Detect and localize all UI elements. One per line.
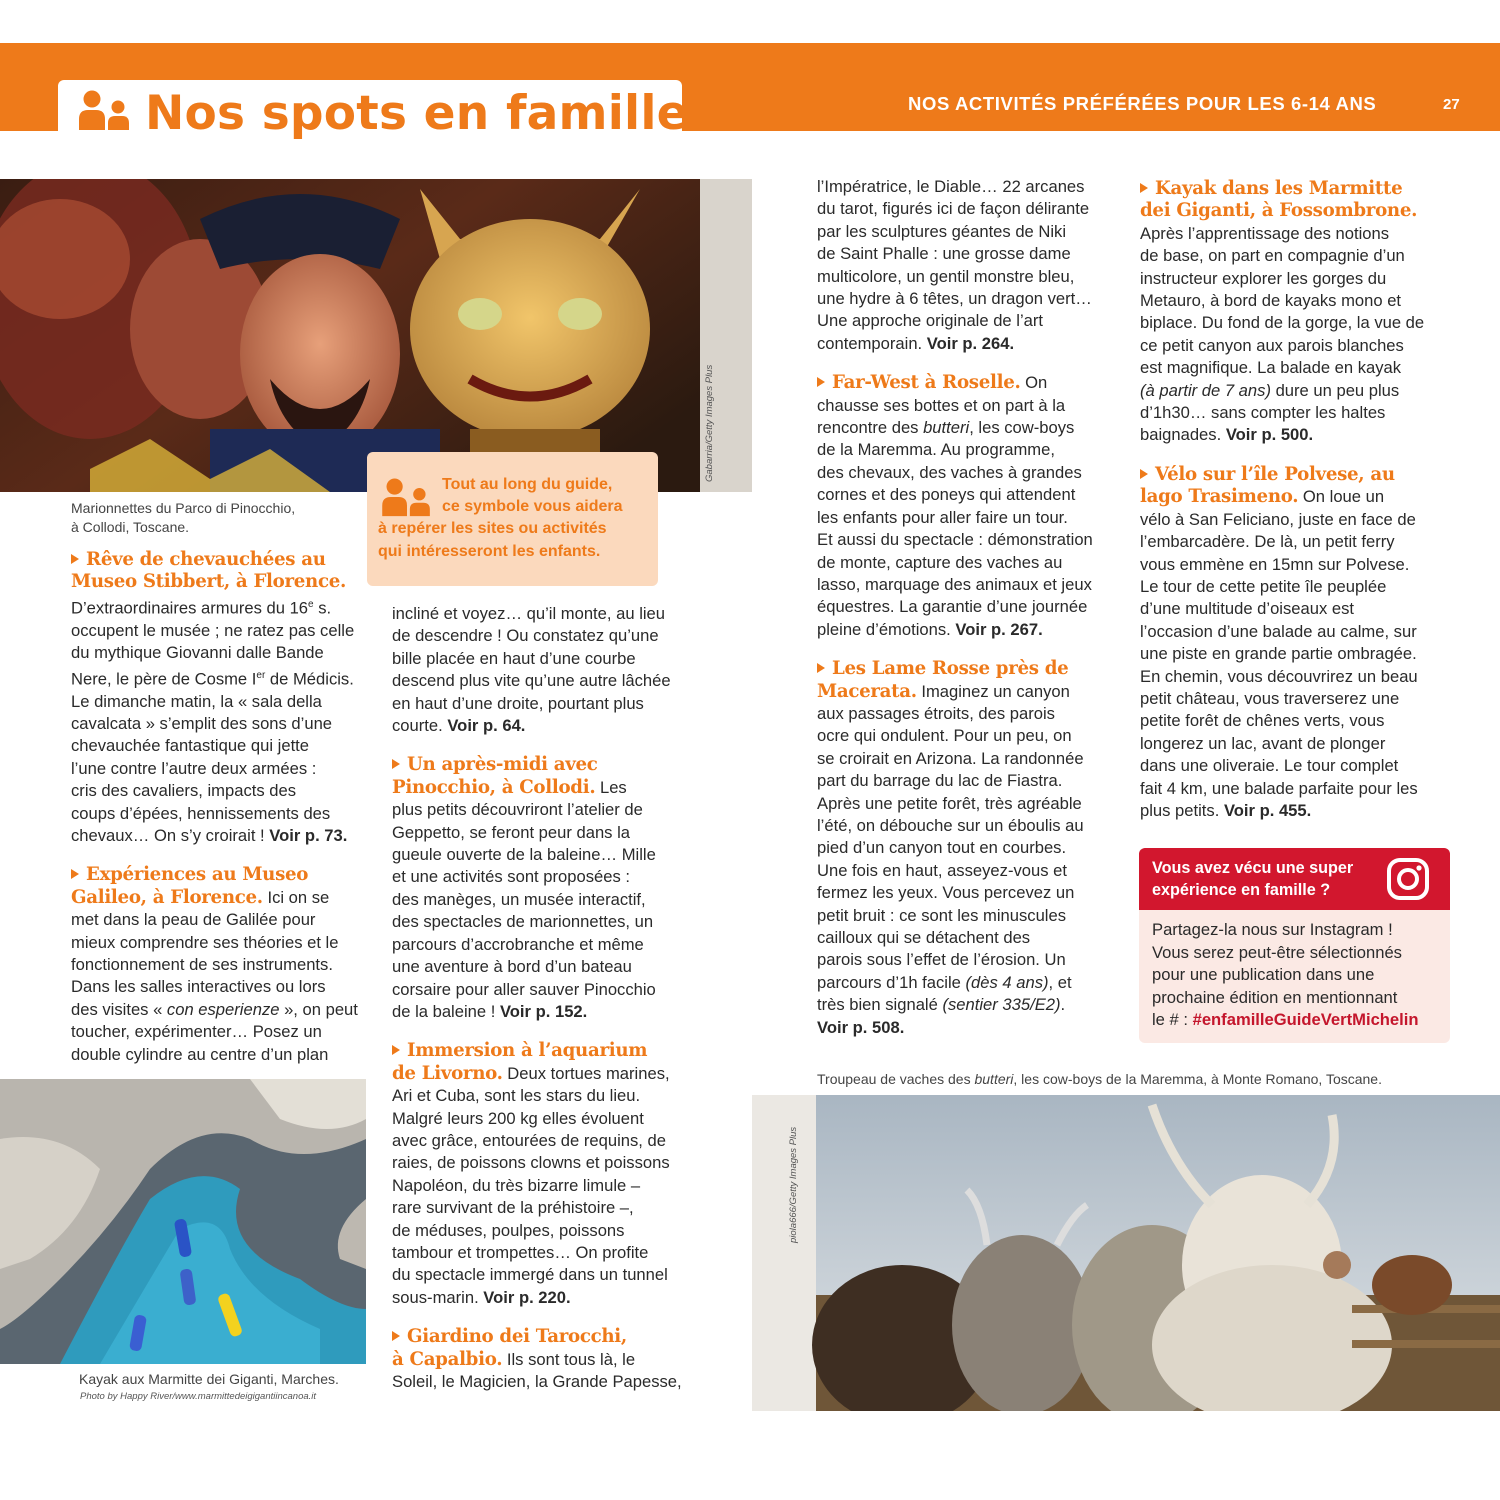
callout-line: qui intéresseront les enfants. bbox=[378, 542, 601, 560]
text-line: une hydre à 6 têtes, un dragon vert… bbox=[817, 289, 1092, 309]
text-line: part du barrage du lac de Fiastra. bbox=[817, 771, 1063, 791]
text-line: Ari et Cuba, sont les stars du lieu. bbox=[392, 1086, 641, 1106]
kayak-photo bbox=[0, 1079, 366, 1364]
text-line: du mythique Giovanni dalle Bande bbox=[71, 643, 324, 663]
page-number: 27 bbox=[1443, 96, 1460, 113]
text-line: l’embarcadère. De là, un petit ferry bbox=[1140, 532, 1395, 552]
text-line: biplace. Du fond de la gorge, la vue de bbox=[1140, 313, 1425, 333]
text-line: cavalcata » s’emplit des sons d’une bbox=[71, 713, 333, 733]
text-line: pied d’un canyon tout en courbes. bbox=[817, 838, 1067, 858]
text-line: Une approche originale de l’art bbox=[817, 311, 1044, 331]
text-line: des manèges, un musée interactif, bbox=[392, 889, 646, 909]
cattle-photo-illustration bbox=[752, 1095, 1500, 1411]
text-line: sous-marin. Voir p. 220. bbox=[392, 1287, 571, 1307]
text-line: est magnifique. La balade en kayak bbox=[1140, 358, 1402, 378]
instagram-body-line: le # : #enfamilleGuideVertMichelin bbox=[1152, 1010, 1419, 1030]
text-line: du tarot, figurés ici de façon délirante bbox=[817, 199, 1090, 219]
text-line: d’1h30… sans compter les haltes bbox=[1140, 403, 1386, 423]
column-1 bbox=[71, 549, 371, 1066]
article-heading-line: dei Giganti, à Fossombrone. bbox=[1140, 200, 1418, 222]
text-line: petit bruit : ce sont les minuscules bbox=[817, 905, 1067, 925]
instagram-body-line: prochaine édition en mentionnant bbox=[1152, 987, 1398, 1007]
callout-line: ce symbole vous aidera bbox=[442, 498, 623, 516]
text-line: Dans les salles interactives ou lors bbox=[71, 977, 326, 997]
text-line: de méduses, poulpes, poissons bbox=[392, 1220, 625, 1240]
triangle-bullet-icon bbox=[392, 1331, 400, 1341]
text-line: Metauro, à bord de kayaks mono et bbox=[1140, 291, 1402, 311]
callout-text bbox=[378, 474, 650, 563]
text-line: occupent le musée ; ne ratez pas celle bbox=[71, 620, 355, 640]
text-line: fait 4 km, une balade parfaite pour les bbox=[1140, 778, 1418, 798]
text-line: de monte, capture des vaches au bbox=[817, 552, 1063, 572]
page-reference: Voir p. 267. bbox=[955, 619, 1043, 639]
instagram-body-line: Partagez-la nous sur Instagram ! bbox=[1152, 920, 1393, 939]
caption-line: Marionnettes du Parco di Pinocchio, bbox=[71, 500, 296, 516]
instagram-title-line: expérience en famille ? bbox=[1152, 881, 1331, 900]
text-line: cornes et des poneys qui attendent bbox=[817, 485, 1076, 505]
text-line: raies, de poissons clowns et poissons bbox=[392, 1153, 670, 1173]
page-reference: Voir p. 500. bbox=[1225, 425, 1314, 445]
article-heading-line: Museo Stibbert, à Florence. bbox=[71, 571, 347, 593]
text-line: des spectacles de marionnettes, un bbox=[392, 912, 654, 932]
text-line: l’été, on débouche sur un éboulis au bbox=[817, 815, 1084, 835]
text-line: une piste en grande partie ombragée. bbox=[1140, 644, 1417, 664]
spacer bbox=[392, 1309, 702, 1326]
page-reference: Voir p. 73. bbox=[269, 825, 348, 845]
text-line: aux passages étroits, des parois bbox=[817, 703, 1055, 723]
page-reference: Voir p. 508. bbox=[817, 1017, 905, 1037]
text-line: cailloux qui se détachent des bbox=[817, 928, 1031, 947]
text-line: à Capalbio. Ils sont tous là, le bbox=[392, 1348, 636, 1370]
spacer bbox=[817, 355, 1127, 372]
text-line: avec grâce, entourées de requins, de bbox=[392, 1130, 666, 1150]
text-line: descend plus vite qu’une autre lâchée bbox=[392, 671, 671, 691]
text-line: courte. Voir p. 64. bbox=[392, 716, 526, 736]
triangle-bullet-icon bbox=[392, 1045, 400, 1055]
text-line: de Saint Phalle : une grosse dame bbox=[817, 244, 1071, 264]
text-line: coups d’épées, hennissements des bbox=[71, 803, 331, 823]
text-line: Une fois en haut, asseyez-vous et bbox=[817, 860, 1067, 880]
puppets-photo-illustration bbox=[0, 179, 752, 492]
instagram-icon bbox=[1386, 857, 1430, 901]
text-line: de descendre ! Ou constatez qu’une bbox=[392, 626, 659, 646]
kayak-photo-caption: Kayak aux Marmitte dei Giganti, Marches. bbox=[79, 1371, 339, 1387]
text-line: parcours d’accrobranche et même bbox=[392, 934, 644, 954]
text-line: D’extraordinaires armures du 16e s. bbox=[71, 598, 332, 618]
text-line: de base, on part en compagnie d’un bbox=[1140, 246, 1405, 266]
text-line: les enfants pour aller faire un tour. bbox=[817, 507, 1068, 527]
column-2 bbox=[392, 603, 702, 1393]
triangle-bullet-icon bbox=[71, 869, 79, 879]
article-heading-galileo: Expériences au Museo bbox=[71, 864, 371, 886]
article-heading-tarocchi: Giardino dei Tarocchi, bbox=[392, 1326, 702, 1348]
text-line: une aventure à bord d’un bateau bbox=[392, 957, 632, 977]
text-line: Nere, le père de Cosme Ier de Médicis. bbox=[71, 669, 354, 689]
text-line: d’une multitude d’oiseaux est bbox=[1140, 599, 1355, 619]
text-line: de Livorno. Deux tortues marines, bbox=[392, 1062, 670, 1084]
callout-line: à repérer les sites ou activités bbox=[378, 520, 607, 538]
page-title: Nos spots en famille bbox=[145, 86, 689, 141]
text-line: baignades. Voir p. 500. bbox=[1140, 425, 1314, 445]
instagram-box-body bbox=[1152, 919, 1419, 1032]
instagram-title-line: Vous avez vécu une super bbox=[1152, 859, 1354, 877]
text-line: Soleil, le Magicien, la Grande Papesse, bbox=[392, 1372, 682, 1391]
text-line: plus petits découvriront l’atelier de bbox=[392, 800, 643, 820]
page-reference: Voir p. 264. bbox=[926, 333, 1015, 353]
text-line: plus petits. Voir p. 455. bbox=[1140, 800, 1312, 820]
text-line: ce petit canyon aux parois blanches bbox=[1140, 335, 1404, 355]
text-line: bille placée en haut d’une courbe bbox=[392, 648, 636, 668]
spacer bbox=[1140, 447, 1460, 464]
text-line: des visites « con esperienze », on peut bbox=[71, 999, 358, 1019]
callout-line: Tout au long du guide, bbox=[442, 476, 613, 493]
article-heading-roselle: Far-West à Roselle. On bbox=[817, 372, 1127, 394]
text-line: Macerata. Imaginez un canyon bbox=[817, 680, 1070, 702]
text-line: Napoléon, du très bizarre limule – bbox=[392, 1175, 641, 1195]
text-line: fonctionnement de ses instruments. bbox=[71, 954, 333, 974]
page-reference: Voir p. 220. bbox=[483, 1287, 571, 1307]
page-reference: Voir p. 64. bbox=[447, 716, 526, 736]
text-line: vélo à San Feliciano, juste en face de bbox=[1140, 509, 1416, 529]
article-heading-aquarium: Immersion à l’aquarium bbox=[392, 1040, 702, 1062]
text-line: chevaux… On s’y croirait ! Voir p. 73. bbox=[71, 825, 348, 845]
text-line: longerez un lac, avant de plonger bbox=[1140, 733, 1386, 753]
instagram-hashtag[interactable]: #enfamilleGuideVertMichelin bbox=[1192, 1010, 1419, 1030]
text-line: rare survivant de la préhistoire –, bbox=[392, 1198, 634, 1218]
header-subtitle: NOS ACTIVITÉS PRÉFÉRÉES POUR LES 6-14 ANS bbox=[908, 93, 1377, 114]
page-reference: Voir p. 152. bbox=[499, 1001, 588, 1021]
text-line: chausse ses bottes et on part à la bbox=[817, 395, 1066, 415]
kayak-photo-credit: Photo by Happy River/www.marmittedeigigantiincanoa.it bbox=[80, 1391, 317, 1402]
article-heading-pinocchio: Un après-midi avec bbox=[392, 754, 702, 776]
cattle-photo bbox=[752, 1095, 1500, 1411]
text-line: Et aussi du spectacle : démonstration bbox=[817, 530, 1093, 550]
triangle-bullet-icon bbox=[817, 377, 825, 387]
text-line: vous emmène en 15mn sur Polvese. bbox=[1140, 554, 1410, 574]
text-line: Après une petite forêt, très agréable bbox=[817, 793, 1082, 813]
text-line: incliné et voyez… qu’il monte, au lieu bbox=[392, 604, 666, 623]
text-line: petite forêt de chênes verts, vous bbox=[1140, 711, 1385, 731]
text-line: Le tour de cette petite île peuplée bbox=[1140, 576, 1387, 596]
caption-text: Troupeau de vaches des bbox=[817, 1071, 975, 1087]
text-line: cris des cavaliers, impacts des bbox=[71, 781, 297, 801]
spacer bbox=[392, 1023, 702, 1040]
page-reference: Voir p. 455. bbox=[1223, 800, 1312, 820]
column-3 bbox=[817, 176, 1127, 1039]
puppets-photo-caption bbox=[71, 499, 371, 537]
caption-italic: butteri bbox=[974, 1071, 1014, 1087]
text-line: Malgré leurs 200 kg elles évoluent bbox=[392, 1108, 644, 1128]
text-line: tambour et trompettes… On profite bbox=[392, 1242, 649, 1262]
text-line: mieux comprendre ses théories et le bbox=[71, 932, 339, 952]
article-heading-polvese: Vélo sur l’île Polvese, au bbox=[1140, 464, 1460, 486]
text-line: instructeur explorer les gorges du bbox=[1140, 268, 1387, 288]
text-line: met dans la peau de Galilée pour bbox=[71, 910, 316, 930]
puppets-photo-credit: Gabarria/Getty Images Plus bbox=[704, 364, 715, 482]
text-line: parois sous l’effet de l’érosion. Un bbox=[817, 950, 1066, 970]
text-line: équestres. La garantie d’une journée bbox=[817, 597, 1088, 617]
text-line: lago Trasimeno. On loue un bbox=[1140, 486, 1385, 508]
text-line: multicolore, un gentil monstre bleu, bbox=[817, 266, 1075, 286]
spacer bbox=[817, 641, 1127, 658]
text-line: lasso, marquage des animaux et jeux bbox=[817, 574, 1092, 594]
text-line: et une activités sont proposées : bbox=[392, 867, 630, 887]
spacer bbox=[71, 847, 371, 864]
text-line: l’Impératrice, le Diable… 22 arcanes bbox=[817, 177, 1085, 196]
text-line: de la baleine ! Voir p. 152. bbox=[392, 1001, 588, 1021]
text-line: dans une oliveraie. Le tour complet bbox=[1140, 756, 1399, 776]
triangle-bullet-icon bbox=[71, 554, 79, 564]
caption-text: , les cow-boys de la Maremma, à Monte Romano, Toscane. bbox=[1013, 1071, 1382, 1087]
triangle-bullet-icon bbox=[817, 663, 825, 673]
text-line: en haut d’une droite, pourtant plus bbox=[392, 693, 644, 713]
triangle-bullet-icon bbox=[392, 759, 400, 769]
text-line: corsaire pour aller sauver Pinocchio bbox=[392, 979, 656, 999]
text-line: toucher, expérimenter… Posez un bbox=[71, 1022, 322, 1042]
text-line: l’occasion d’une balade au calme, sur bbox=[1140, 621, 1417, 641]
triangle-bullet-icon bbox=[1140, 469, 1148, 479]
article-heading-lame-rosse: Les Lame Rosse près de bbox=[817, 658, 1127, 680]
instagram-box-title bbox=[1152, 857, 1353, 901]
article-heading-stibbert: Rêve de chevauchées au bbox=[71, 549, 371, 571]
text-line: fermez les yeux. Vous percevez un bbox=[817, 883, 1075, 903]
text-line: chevauchée fantastique qui jette bbox=[71, 736, 310, 756]
text-line: En chemin, vous découvrirez un beau bbox=[1140, 666, 1418, 686]
kayak-photo-illustration bbox=[0, 1079, 366, 1364]
text-line: gueule ouverte de la baleine… Mille bbox=[392, 845, 656, 865]
text-line: parcours d’1h facile (dès 4 ans), et bbox=[817, 972, 1072, 992]
text-line: rencontre des butteri, les cow-boys bbox=[817, 418, 1075, 438]
triangle-bullet-icon bbox=[1140, 183, 1148, 193]
text-line: Le dimanche matin, la « sala della bbox=[71, 691, 322, 711]
column-4 bbox=[1140, 178, 1460, 822]
cattle-photo-credit: piola666/Getty Images Plus bbox=[788, 1126, 799, 1243]
family-icon bbox=[78, 90, 132, 132]
puppets-photo bbox=[0, 179, 752, 492]
text-line: des chevaux, des vaches à grandes bbox=[817, 462, 1082, 482]
article-heading-kayak: Kayak dans les Marmitte bbox=[1140, 178, 1460, 200]
text-line: ocre qui ondulent. Pour un peu, on bbox=[817, 726, 1072, 746]
text-line: double cylindre au centre d’un plan bbox=[71, 1044, 329, 1064]
text-line: se croirait en Arizona. La randonnée bbox=[817, 748, 1084, 768]
spacer bbox=[392, 737, 702, 754]
text-line: contemporain. Voir p. 264. bbox=[817, 333, 1015, 353]
text-line: (à partir de 7 ans) dure un peu plus bbox=[1140, 380, 1400, 400]
text-line: de la Maremma. Au programme, bbox=[817, 440, 1055, 460]
text-line: du spectacle immergé dans un tunnel bbox=[392, 1265, 668, 1285]
instagram-body-line: pour une publication dans une bbox=[1152, 965, 1375, 985]
text-line: l’une contre l’autre deux armées : bbox=[71, 758, 317, 778]
text-line: petit château, vous traverserez une bbox=[1140, 688, 1400, 708]
instagram-body-line: Vous serez peut-être sélectionnés bbox=[1152, 942, 1402, 962]
caption-line: à Collodi, Toscane. bbox=[71, 519, 190, 535]
cattle-photo-caption bbox=[817, 1070, 1382, 1089]
text-line: par les sculptures géantes de Niki bbox=[817, 221, 1067, 241]
text-line: Galileo, à Florence. Ici on se bbox=[71, 886, 330, 908]
text-line: très bien signalé (sentier 335/E2). bbox=[817, 995, 1066, 1015]
text-line: Pinocchio, à Collodi. Les bbox=[392, 776, 627, 798]
text-line: pleine d’émotions. Voir p. 267. bbox=[817, 619, 1043, 639]
text-line: Après l’apprentissage des notions bbox=[1140, 223, 1390, 243]
text-line: Geppetto, se feront peur dans la bbox=[392, 822, 631, 842]
